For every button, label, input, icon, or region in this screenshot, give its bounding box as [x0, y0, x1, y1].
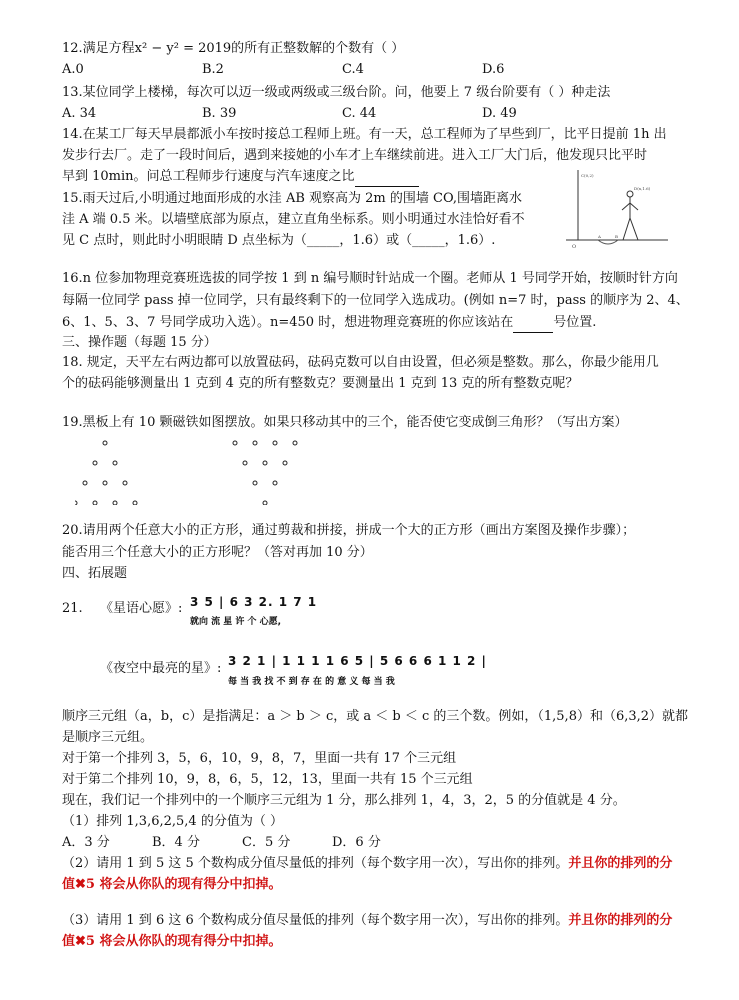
q14-answer-blank	[355, 168, 419, 187]
q21-p1-option-b: B．4 分	[152, 835, 200, 850]
q12-option-b: B.2	[202, 62, 224, 77]
q21-def-line-1: 顺序三元组（a，b，c）是指满足：a ＞ b ＞ c，或 a ＜ b ＜ c 的三个数。例如，（1,5,8）和（6,3,2）就都	[62, 709, 689, 724]
q21-p2-warning: 并且你的排列的分	[568, 856, 673, 871]
q14-line-1: 14.在某工厂每天早晨都派小车按时接总工程师上班。有一天，总工程师为了早些到厂，比平日提前 1h 出	[62, 127, 667, 142]
q12-option-c: C.4	[342, 62, 364, 77]
q21-def-line-3: 对于第一个排列 3，5，6，10，9，8，7，里面一共有 17 个三元组	[62, 751, 457, 766]
q14-line-2: 发步行去厂。走了一段时间后，遇到来接她的小车才上车继续前进。进入工厂大门后，他发现只比平时	[62, 148, 648, 163]
q21-number: 21.	[62, 601, 83, 616]
label-a: A	[598, 234, 601, 239]
q21-p3-line-1: （3）请用 1 到 6 这 6 个数构成分值尽量低的排列（每个数字用一次），写出你的排列。并且你的排列的分	[62, 913, 673, 928]
q15-line-1: 15.雨天过后,小明通过地面形成的水洼 AB 观察高为 2m 的围墙 CO,围墙距离水	[62, 191, 522, 206]
q18-line-1: 18. 规定，天平左右两边都可以放置砝码，砝码克数可以自由设置，但必须是整数。那么，你最少能用几	[62, 355, 659, 370]
q21-p2-warning-cont: 值✖5 将会从你队的现有得分中扣掉。	[62, 877, 282, 892]
q19-magnet-figure	[75, 435, 335, 505]
q12-option-d: D.6	[482, 62, 505, 77]
label-d: D(x,1.6)	[634, 186, 651, 191]
q13-option-d: D. 49	[482, 106, 517, 121]
label-c: C(0,2)	[581, 173, 594, 178]
q15-figure	[560, 168, 670, 252]
q21-p1-option-d: D．6 分	[332, 835, 381, 850]
q13-option-b: B. 39	[202, 106, 237, 121]
q21-p3-warning-cont: 值✖5 将会从你队的现有得分中扣掉。	[62, 934, 282, 949]
section-4-heading: 四、拓展题	[62, 566, 128, 581]
q21-p1-stem: （1）排列 1,3,6,2,5,4 的分值为（ ）	[62, 814, 283, 829]
q12-options	[62, 61, 622, 79]
q16-line-3: 6、1、5、3、7 号同学成功入选）。n=450 时，想进物理竞赛班的你应该站在 号位置.	[62, 314, 596, 333]
q21-p2-line-1: （2）请用 1 到 5 这 5 个数构成分值尽量低的排列（每个数字用一次），写出你的排列。并且你的排列的分	[62, 856, 673, 871]
puddle-shape	[598, 240, 618, 244]
q16-line-2: 每隔一位同学 pass 掉一位同学，只有最终剩下的一位同学入选成功。(例如 n=7 时，pass 的顺序为 2、4、	[62, 293, 689, 308]
triangle-left	[75, 441, 137, 505]
q13-option-c: C. 44	[342, 106, 377, 121]
label-b: B	[615, 234, 618, 239]
q16-line-1: 16.n 位参加物理竞赛班选拔的同学按 1 到 n 编号顺时针站成一个圈。老师从 1 号同学开始，按顺时针方向	[62, 271, 678, 286]
q21-p3-warning: 并且你的排列的分	[568, 913, 673, 928]
triangle-right	[233, 441, 297, 505]
q15-line-2: 洼 A 端 0.5 米。以墙壁底部为原点，建立直角坐标系。则小明通过水洼恰好看不	[62, 212, 525, 227]
q21-p1-option-c: C．5 分	[242, 835, 291, 850]
q20-line-1: 20.请用两个任意大小的正方形，通过剪裁和拼接，拼成一个大的正方形（画出方案图及操作步骤）；	[62, 523, 636, 538]
person-head	[627, 191, 633, 197]
q14-line-3: 早到 10min。问总工程师步行速度与汽车速度之比	[62, 168, 419, 187]
section-3-heading: 三、操作题（每题 15 分）	[62, 335, 217, 350]
q21-p1-option-a: A．3 分	[62, 835, 110, 850]
q21-def-line-2: 是顺序三元组。	[62, 730, 154, 745]
q19-stem: 19.黑板上有 10 颗磁铁如图摆放。如果只移动其中的三个，能否使它变成倒三角形？（写出方案）	[62, 415, 628, 430]
song1-notes: 3 5 | 6 3 2. 1 7 1	[190, 595, 318, 609]
song2-title: 《夜空中最亮的星》:	[100, 661, 222, 676]
q18-line-2: 个的砝码能够测量出 1 克到 4 克的所有整数克？要测量出 1 克到 13 克的所有整数克呢？	[62, 376, 579, 391]
q21-def-line-5: 现在，我们记一个排列中的一个顺序三元组为 1 分，那么排列 1，4，3，2，5 的分值就是 4 分。	[62, 793, 626, 808]
q21-p1-options	[62, 834, 422, 852]
q21-def-line-4: 对于第二个排列 10，9，8，6，5，12，13，里面一共有 15 个三元组	[62, 772, 473, 787]
q12-stem: 12.满足方程x² − y² = 2019的所有正整数解的个数有（ ）	[62, 41, 405, 56]
song1-lyrics: 就向 流 星 许 个 心愿,	[190, 617, 282, 627]
q12-option-a: A.0	[62, 62, 84, 77]
song2-notes: 3 2 1 | 1 1 1 1 6 5 | 5 6 6 6 1 1 2 |	[228, 654, 487, 668]
q13-stem: 13.某位同学上楼梯，每次可以迈一级或两级或三级台阶。问，他要上 7 级台阶要有（ ）种走法	[62, 85, 611, 100]
song1-title: 《星语心愿》:	[100, 601, 183, 616]
q15-line-3: 见 C 点时，则此时小明眼睛 D 点坐标为（_____，1.6）或（_____，1.6）.	[62, 233, 496, 248]
song2-lyrics: 每 当 我 找 不 到 存 在 的 意 义 每 当 我	[228, 677, 395, 687]
label-o: O	[572, 244, 577, 250]
q20-line-2: 能否用三个任意大小的正方形呢？（答对再加 10 分）	[62, 545, 373, 560]
q13-options	[62, 105, 622, 123]
q13-option-a: A. 34	[62, 106, 97, 121]
q16-answer-blank	[513, 314, 553, 333]
